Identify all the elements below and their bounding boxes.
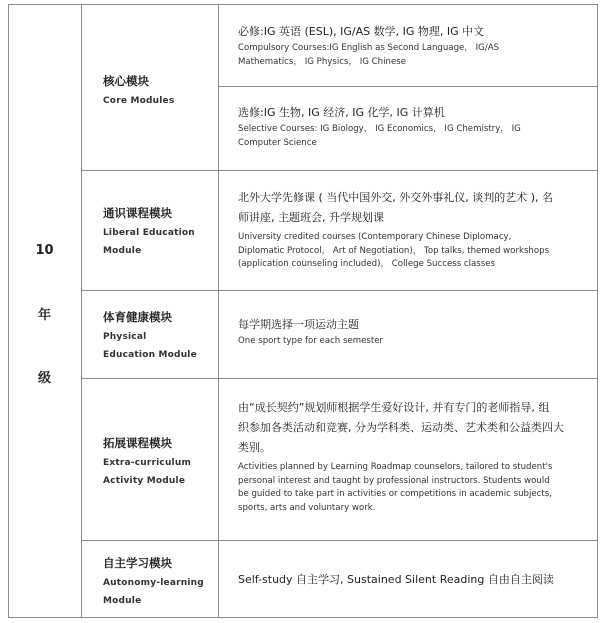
cell-autonomy	[238, 570, 583, 590]
row-divider-extra	[81, 540, 598, 541]
table-frame	[8, 4, 598, 618]
module-extra-en-1: Extra-curriculum	[103, 458, 192, 468]
grade-char-nian: 年	[37, 308, 51, 323]
cell-physical-zh: 每学期选择一项运动主题	[238, 318, 359, 331]
cell-compulsory	[238, 22, 583, 69]
row-divider-liberal	[81, 290, 598, 291]
module-core	[103, 73, 174, 110]
cell-extra-zh-3: 类别。	[238, 441, 271, 454]
cell-physical-en: One sport type for each semester	[238, 336, 384, 346]
module-liberal-en-1: Liberal Education	[103, 228, 195, 238]
module-physical-en-1: Physical	[103, 332, 147, 342]
cell-compulsory-en-2: Mathematics， IG Physics， IG Chinese	[238, 56, 406, 67]
cell-liberal-en-3: (application counseling included)， College Success classes	[238, 259, 496, 269]
module-core-zh: 核心模块	[103, 74, 149, 88]
module-liberal-zh: 通识课程模块	[103, 206, 172, 220]
module-core-en: Core Modules	[103, 96, 175, 106]
cell-extra-en-3: be guided to take part in activities or competitions in academic subjects,	[238, 489, 552, 499]
module-autonomy	[103, 555, 204, 610]
cell-selective-en-2: Computer Science	[238, 137, 317, 148]
row-divider-core	[81, 170, 598, 171]
row-divider-physical	[81, 378, 598, 379]
cell-physical	[238, 315, 583, 349]
module-liberal	[103, 205, 195, 260]
module-physical-zh: 体育健康模块	[103, 310, 172, 324]
cell-extra-en-4: sports, arts and voluntary work.	[238, 502, 376, 513]
column-divider-module	[218, 4, 219, 618]
module-extra-en-2: Activity Module	[103, 476, 186, 486]
grade-number: 10	[35, 243, 54, 258]
module-autonomy-en-2: Module	[103, 596, 142, 606]
module-liberal-en-2: Module	[103, 246, 142, 256]
module-extra	[103, 435, 191, 490]
cell-selective-zh: 选修:IG 生物, IG 经济, IG 化学, IG 计算机	[238, 106, 445, 119]
cell-extra-zh-2: 织参加各类活动和竞赛, 分为学科类、运动类、艺术类和公益类四大	[238, 421, 564, 434]
cell-liberal-en-1: University credited courses (Contemporary Chinese Diplomacy,	[238, 232, 512, 242]
column-divider-grade	[81, 4, 82, 618]
cell-compulsory-zh: 必修:IG 英语 (ESL), IG/AS 数学, IG 物理, IG 中文	[238, 25, 485, 38]
cell-liberal-en-2: Diplomatic Protocol， Art of Negotiation)， Top talks, themed workshops	[238, 245, 550, 256]
module-autonomy-en-1: Autonomy-learning	[103, 578, 204, 588]
module-physical-en-2: Education Module	[103, 350, 197, 360]
row-divider-core-split	[218, 86, 598, 87]
module-autonomy-zh: 自主学习模块	[103, 556, 172, 570]
cell-selective	[238, 103, 583, 150]
cell-liberal	[238, 188, 583, 272]
cell-extra-en-1: Activities planned by Learning Roadmap counselors, tailored to student's	[238, 462, 553, 472]
grade-column	[8, 4, 81, 618]
cell-autonomy-text: Self-study 自主学习, Sustained Silent Reading 自由自主阅读	[238, 573, 554, 586]
cell-liberal-zh-2: 师讲座, 主题班会, 升学规划课	[238, 211, 384, 224]
module-extra-zh: 拓展课程模块	[103, 436, 172, 450]
cell-extra	[238, 398, 583, 515]
cell-extra-zh-1: 由“成长契约”规划师根据学生爱好设计, 并有专门的老师指导, 组	[238, 401, 550, 414]
cell-extra-en-2: personal interest and taught by professional instructors. Students would	[238, 475, 550, 486]
module-physical	[103, 309, 197, 364]
grade-char-ji: 级	[37, 371, 51, 386]
cell-liberal-zh-1: 北外大学先修课 ( 当代中国外交, 外交外事礼仪, 谈判的艺术 ), 名	[238, 191, 554, 204]
cell-compulsory-en-1: Compulsory Courses:IG English as Second Language， IG/AS	[238, 43, 500, 53]
cell-selective-en-1: Selective Courses: IG Biology， IG Economics， IG Chemistry， IG	[238, 124, 521, 134]
